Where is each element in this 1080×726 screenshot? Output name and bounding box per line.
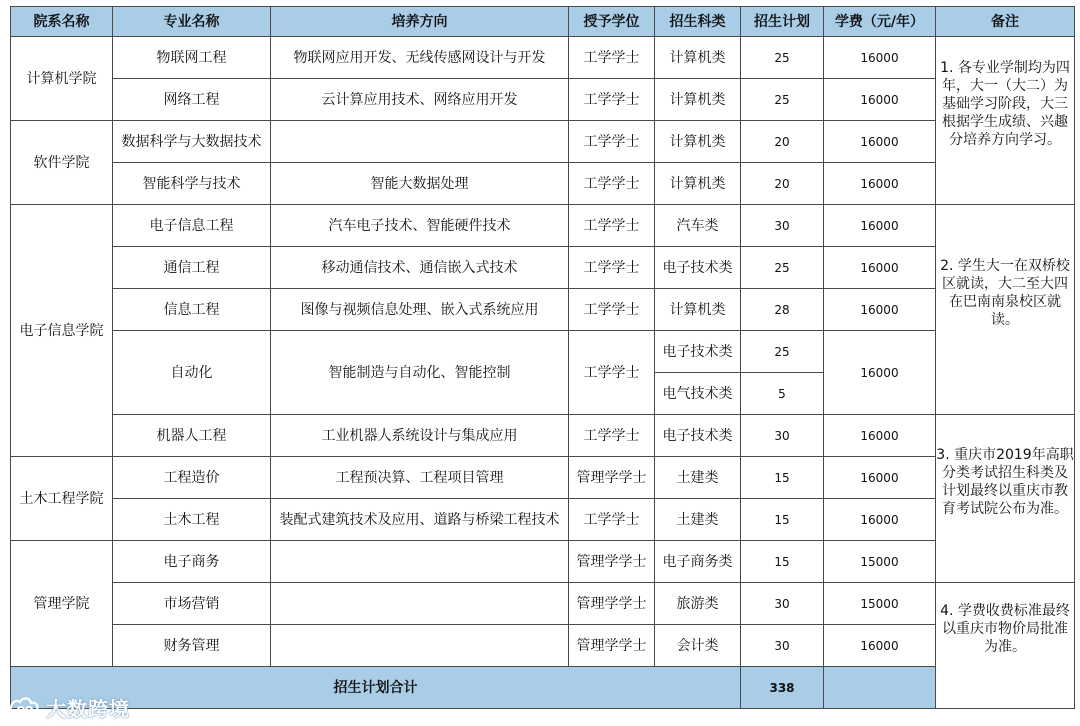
fee-cell: 15000 — [824, 541, 936, 583]
major-cell: 数据科学与大数据技术 — [113, 121, 271, 163]
degree-cell: 管理学学士 — [569, 583, 655, 625]
plan-cell: 25 — [741, 247, 824, 289]
table-row — [11, 79, 1075, 121]
table-row — [11, 331, 1075, 373]
table-row — [11, 247, 1075, 289]
category-cell: 电气技术类 — [655, 373, 741, 415]
header-degree: 授予学位 — [569, 7, 655, 37]
fee-cell: 16000 — [824, 289, 936, 331]
college-cell: 土木工程学院 — [11, 457, 113, 541]
major-cell: 网络工程 — [113, 79, 271, 121]
category-cell: 电子技术类 — [655, 247, 741, 289]
note-3: 3. 重庆市2019年高职分类考试招生科类及计划最终以重庆市教育考试院公布为准。 — [936, 447, 1074, 517]
table-row — [11, 163, 1075, 205]
degree-cell: 管理学学士 — [569, 457, 655, 499]
header-fee: 学费（元/年） — [824, 7, 936, 37]
fee-cell: 16000 — [824, 625, 936, 667]
degree-cell: 工学学士 — [569, 205, 655, 247]
table-row — [11, 499, 1075, 541]
plan-cell: 25 — [741, 37, 824, 79]
direction-cell: 智能大数据处理 — [271, 163, 569, 205]
major-cell: 市场营销 — [113, 583, 271, 625]
header-category: 招生科类 — [655, 7, 741, 37]
degree-cell: 管理学学士 — [569, 625, 655, 667]
fee-cell: 16000 — [824, 457, 936, 499]
major-cell: 自动化 — [113, 331, 271, 415]
note-cell — [936, 415, 1075, 583]
college-cell: 软件学院 — [11, 121, 113, 205]
fee-cell: 16000 — [824, 331, 936, 415]
direction-cell: 智能制造与自动化、智能控制 — [271, 331, 569, 415]
note-2: 2. 学生大一在双桥校区就读，大二至大四在巴南南泉校区就读。 — [940, 258, 1070, 328]
degree-cell: 工学学士 — [569, 121, 655, 163]
major-cell: 智能科学与技术 — [113, 163, 271, 205]
plan-cell: 25 — [741, 331, 824, 373]
plan-cell: 15 — [741, 499, 824, 541]
fee-cell: 16000 — [824, 163, 936, 205]
category-cell: 计算机类 — [655, 289, 741, 331]
table-row — [11, 541, 1075, 583]
plan-cell: 15 — [741, 541, 824, 583]
major-cell: 物联网工程 — [113, 37, 271, 79]
degree-cell: 工学学士 — [569, 499, 655, 541]
direction-cell: 汽车电子技术、智能硬件技术 — [271, 205, 569, 247]
direction-cell: 图像与视频信息处理、嵌入式系统应用 — [271, 289, 569, 331]
table-row — [11, 583, 1075, 625]
category-cell: 旅游类 — [655, 583, 741, 625]
header-plan: 招生计划 — [741, 7, 824, 37]
direction-cell: 工业机器人系统设计与集成应用 — [271, 415, 569, 457]
degree-cell: 工学学士 — [569, 163, 655, 205]
fee-cell: 16000 — [824, 499, 936, 541]
direction-cell — [271, 541, 569, 583]
category-cell: 汽车类 — [655, 205, 741, 247]
direction-cell: 物联网应用开发、无线传感网设计与开发 — [271, 37, 569, 79]
fee-cell: 16000 — [824, 79, 936, 121]
plan-cell: 25 — [741, 79, 824, 121]
category-cell: 电子商务类 — [655, 541, 741, 583]
plan-cell: 30 — [741, 625, 824, 667]
category-cell: 计算机类 — [655, 37, 741, 79]
fee-cell: 16000 — [824, 247, 936, 289]
category-cell: 计算机类 — [655, 121, 741, 163]
category-cell: 土建类 — [655, 499, 741, 541]
major-cell: 工程造价 — [113, 457, 271, 499]
college-cell: 管理学院 — [11, 541, 113, 667]
table-row — [11, 289, 1075, 331]
note-cell — [936, 205, 1075, 415]
plan-cell: 20 — [741, 121, 824, 163]
fee-cell: 16000 — [824, 415, 936, 457]
category-cell: 电子技术类 — [655, 415, 741, 457]
direction-cell: 工程预决算、工程项目管理 — [271, 457, 569, 499]
degree-cell: 工学学士 — [569, 415, 655, 457]
table-row — [11, 121, 1075, 163]
watermark — [8, 692, 130, 722]
direction-cell — [271, 625, 569, 667]
total-plan: 338 — [741, 667, 824, 709]
table-row — [11, 457, 1075, 499]
degree-cell: 工学学士 — [569, 331, 655, 415]
table-row — [11, 205, 1075, 247]
header-notes: 备注 — [936, 7, 1075, 37]
degree-cell: 工学学士 — [569, 37, 655, 79]
table-row — [11, 37, 1075, 79]
admission-plan-table — [10, 6, 1075, 709]
table-row — [11, 415, 1075, 457]
plan-cell: 5 — [741, 373, 824, 415]
major-cell: 土木工程 — [113, 499, 271, 541]
major-cell: 财务管理 — [113, 625, 271, 667]
college-cell: 计算机学院 — [11, 37, 113, 121]
category-cell: 电子技术类 — [655, 331, 741, 373]
degree-cell: 工学学士 — [569, 289, 655, 331]
header-direction: 培养方向 — [271, 7, 569, 37]
total-row — [11, 667, 1075, 709]
watermark-text: 大数跨境 — [46, 696, 130, 721]
category-cell: 会计类 — [655, 625, 741, 667]
direction-cell: 云计算应用技术、网络应用开发 — [271, 79, 569, 121]
plan-cell: 15 — [741, 457, 824, 499]
plan-cell: 20 — [741, 163, 824, 205]
header-row — [11, 7, 1075, 37]
note-4: 4. 学费收费标准最终以重庆市物价局批准为准。 — [940, 603, 1070, 655]
header-college: 院系名称 — [11, 7, 113, 37]
fee-cell: 16000 — [824, 121, 936, 163]
direction-cell — [271, 583, 569, 625]
fee-cell: 16000 — [824, 205, 936, 247]
total-label: 招生计划合计 — [11, 667, 741, 709]
plan-cell: 30 — [741, 583, 824, 625]
direction-cell — [271, 121, 569, 163]
note-cell — [936, 583, 1075, 709]
category-cell: 计算机类 — [655, 79, 741, 121]
direction-cell: 移动通信技术、通信嵌入式技术 — [271, 247, 569, 289]
note-cell — [936, 37, 1075, 205]
fee-cell: 16000 — [824, 37, 936, 79]
college-cell: 电子信息学院 — [11, 205, 113, 457]
plan-cell: 28 — [741, 289, 824, 331]
major-cell: 通信工程 — [113, 247, 271, 289]
degree-cell: 管理学学士 — [569, 541, 655, 583]
plan-cell: 30 — [741, 205, 824, 247]
watermark-logo-icon — [8, 695, 40, 719]
header-major: 专业名称 — [113, 7, 271, 37]
note-1: 1. 各专业学制均为四年，大一（大二）为基础学习阶段，大三根据学生成绩、兴趣分培养方向学习。 — [940, 60, 1070, 148]
plan-cell: 30 — [741, 415, 824, 457]
table-row — [11, 625, 1075, 667]
category-cell: 土建类 — [655, 457, 741, 499]
fee-cell: 15000 — [824, 583, 936, 625]
category-cell: 计算机类 — [655, 163, 741, 205]
major-cell: 电子商务 — [113, 541, 271, 583]
major-cell: 信息工程 — [113, 289, 271, 331]
direction-cell: 装配式建筑技术及应用、道路与桥梁工程技术 — [271, 499, 569, 541]
total-fee-empty — [824, 667, 936, 709]
major-cell: 电子信息工程 — [113, 205, 271, 247]
major-cell: 机器人工程 — [113, 415, 271, 457]
degree-cell: 工学学士 — [569, 79, 655, 121]
degree-cell: 工学学士 — [569, 247, 655, 289]
